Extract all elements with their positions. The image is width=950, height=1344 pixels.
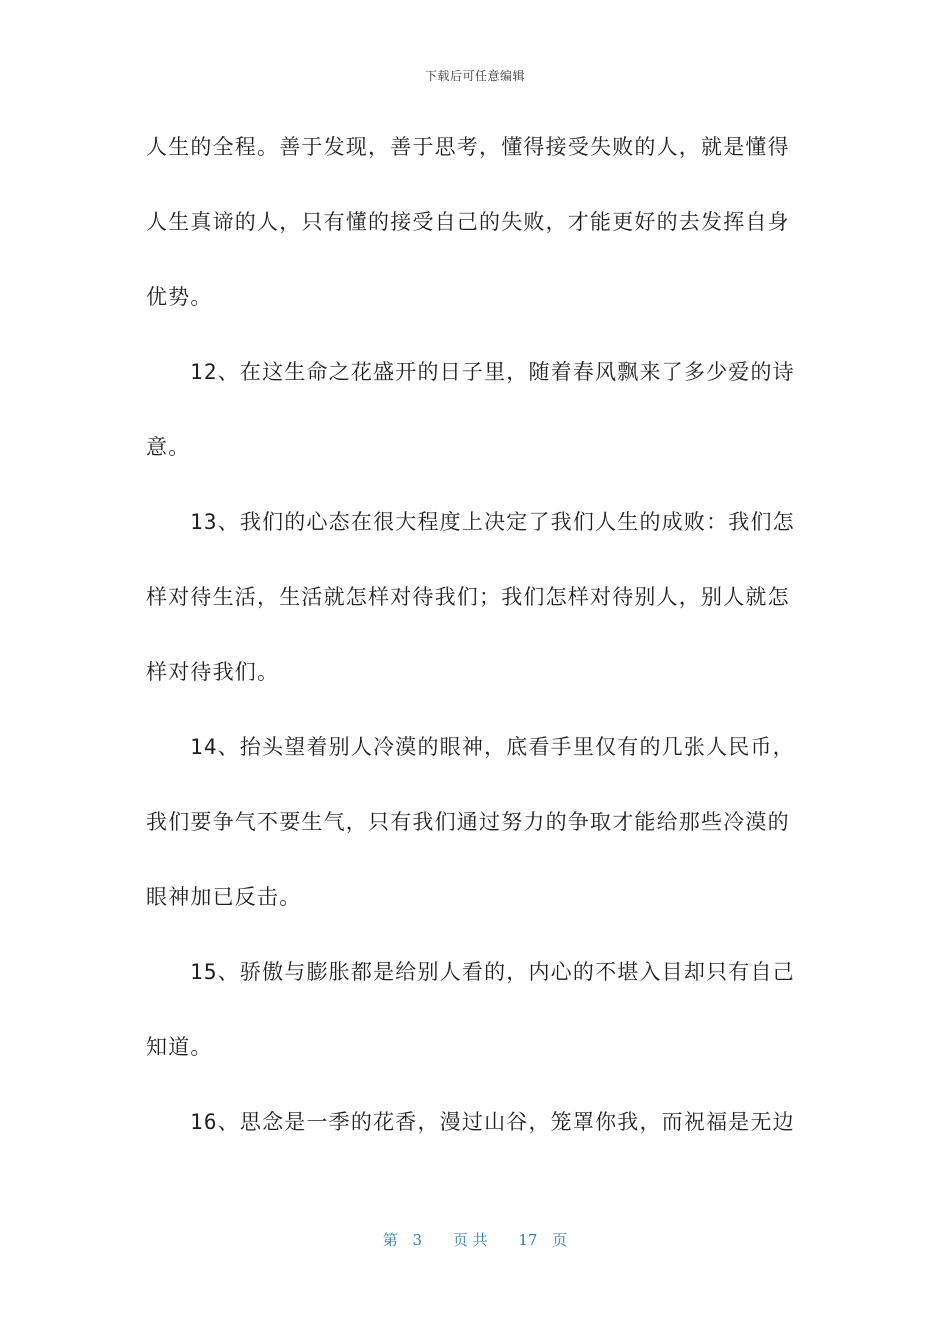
text-line: 知道。 (146, 1035, 213, 1059)
text-line: 我们要争气不要生气，只有我们通过努力的争取才能给那些冷漠的 (146, 810, 790, 834)
text-line: 样对待我们。 (146, 660, 280, 684)
paragraph-15-start: 15、骄傲与膨胀都是给别人看的，内心的不堪入目却只有自己 (190, 960, 795, 984)
footer-prefix: 第 (382, 1231, 398, 1249)
footer-suffix: 页 (552, 1231, 568, 1249)
paragraph-12-start: 12、在这生命之花盛开的日子里，随着春风飘来了多少爱的诗 (190, 360, 795, 384)
text-line: 眼神加已反击。 (146, 885, 302, 909)
paragraph-13-start: 13、我们的心态在很大程度上决定了我们人生的成败：我们怎 (190, 510, 795, 534)
footer-middle: 页 共 (452, 1231, 488, 1249)
footer-page-number: 3 (412, 1231, 423, 1249)
text-line: 样对待生活，生活就怎样对待我们；我们怎样对待别人，别人就怎 (146, 585, 790, 609)
text-line: 意。 (146, 435, 191, 459)
footer-total-pages: 17 (518, 1231, 538, 1249)
paragraph-14-start: 14、抬头望着别人冷漠的眼神，底看手里仅有的几张人民币， (190, 735, 795, 759)
text-line: 优势。 (146, 285, 213, 309)
text-line: 人生的全程。善于发现，善于思考，懂得接受失败的人，就是懂得 (146, 135, 790, 159)
page-header-note: 下载后可任意编辑 (424, 69, 525, 83)
page-footer (0, 1229, 950, 1250)
document-body (146, 122, 794, 1172)
text-line: 人生真谛的人，只有懂的接受自己的失败，才能更好的去发挥自身 (146, 210, 790, 234)
paragraph-16-start: 16、思念是一季的花香，漫过山谷，笼罩你我，而祝福是无边 (190, 1110, 795, 1134)
